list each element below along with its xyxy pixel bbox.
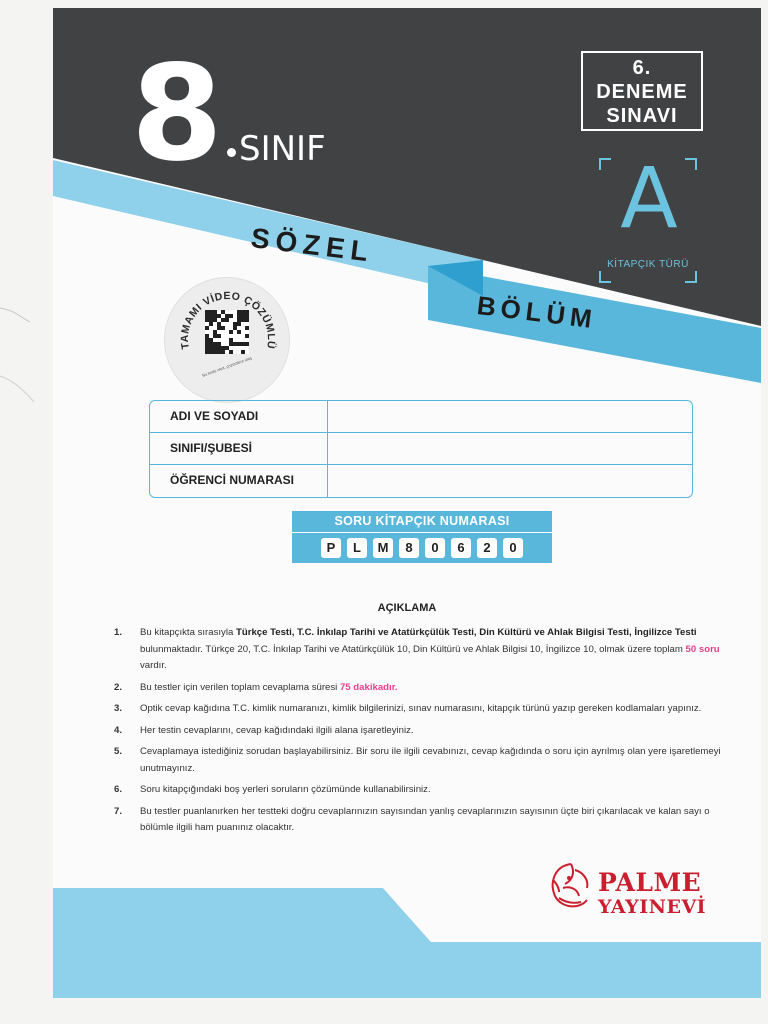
student-info-label: SINIFI/ŞUBESİ <box>150 433 328 464</box>
booklet-frame-corner <box>685 271 697 283</box>
student-info-label: ÖĞRENCİ NUMARASI <box>150 465 328 498</box>
explanation-text-part: Bu kitapçıkta sırasıyla <box>140 627 236 638</box>
video-badge-text: TAMAMI VİDEO ÇÖZÜMLÜ <box>178 290 278 351</box>
explanation-text-part: Bu testler için verilen toplam cevaplama süresi <box>140 681 340 693</box>
video-solution-badge <box>165 278 289 402</box>
explanation-text: Bu testler puanlanırken her testteki doğru cevaplarınızın sayısından yanlış cevaplarınızın sayısının üçte biri çıkarılacak ve kalan sayı o bölümle ilgili ham puanınız olacaktır. <box>140 805 710 833</box>
booklet-code-char: P <box>321 538 341 558</box>
explanation-text <box>140 680 722 697</box>
explanation-title: AÇIKLAMA <box>377 602 437 614</box>
booklet-letter: A <box>620 149 678 247</box>
explanation-item <box>114 680 722 697</box>
exam-number-box <box>581 51 703 131</box>
explanation-text <box>140 625 722 675</box>
explanation-text: Soru kitapçığındaki boş yerleri soruların çözümünde kullanabilirsiniz. <box>140 784 431 795</box>
explanation-item <box>114 804 722 837</box>
explanation-item <box>114 782 722 799</box>
booklet-code-char: 0 <box>425 538 445 558</box>
explanation-item <box>114 701 722 718</box>
name-field[interactable] <box>328 401 692 432</box>
student-info-table <box>149 400 693 498</box>
student-number-field[interactable] <box>328 465 692 498</box>
student-info-label: ADI VE SOYADI <box>150 401 328 432</box>
student-info-row <box>150 401 692 433</box>
explanation-number: 2. <box>114 681 123 693</box>
student-info-row <box>150 433 692 465</box>
palme-logo-icon <box>545 858 597 914</box>
explanation-number: 7. <box>114 805 123 817</box>
explanation-text-part: bulunmaktadır. Türkçe 20, T.C. İnkılap Tarihi ve Atatürkçülük 10, Din Kültürü ve Ahlak Bilgisi 10, İngilizce 10, olmak üzere toplam <box>140 643 686 655</box>
booklet-code-char: 2 <box>477 538 497 558</box>
section-word-sozel: SÖZEL <box>249 222 376 268</box>
exam-number: 6. <box>632 57 652 79</box>
publisher-name: PALME <box>598 868 702 897</box>
grade-word: SINIF <box>239 129 326 169</box>
explanation-item <box>114 744 722 777</box>
explanation-number: 5. <box>114 746 123 757</box>
explanation-text: Her testin cevaplarını, cevap kağıdındaki ilgili alana işaretleyiniz. <box>140 724 414 736</box>
explanation-text-part: vardır. <box>140 660 167 671</box>
question-count: 50 soru <box>685 643 720 655</box>
exam-cover-page <box>53 8 761 998</box>
page-edge-mark <box>0 290 40 410</box>
section-word-bolum: BÖLÜM <box>475 290 599 335</box>
explanation-item <box>114 723 722 740</box>
exam-line-2: SINAVI <box>606 105 678 127</box>
explanation-text: Cevaplamaya istediğiniz sorudan başlayabilirsiniz. Bir soru ile ilgili cevabınızı, cevap kağıdında o soru için ayrılmış olan yere işaretlemeyi unutmayınız. <box>140 746 721 774</box>
booklet-code-char: 8 <box>399 538 419 558</box>
explanation-number: 1. <box>114 627 123 638</box>
explanation-list <box>114 625 722 842</box>
booklet-code-title: SORU KİTAPÇIK NUMARASI <box>292 511 552 532</box>
explanation-number: 4. <box>114 724 123 736</box>
grade-dot <box>227 148 236 157</box>
class-field[interactable] <box>328 433 692 464</box>
explanation-test-list: Türkçe Testi, T.C. İnkılap Tarihi ve Atatürkçülük Testi, Din Kültürü ve Ahlak Bilgisi Testi, İngilizce Testi <box>235 627 697 638</box>
explanation-text: Optik cevap kağıdına T.C. kimlik numaranızı, kimlik bilgilerinizi, sınav numarasını, kitapçık türünü yazıp gereken kodlamaları yapınız. <box>140 703 702 714</box>
booklet-code-char: M <box>373 538 393 558</box>
booklet-code-char: L <box>347 538 367 558</box>
qr-code-icon <box>205 310 249 354</box>
explanation-item <box>114 625 722 675</box>
booklet-type-label: KİTAPÇIK TÜRÜ <box>607 259 689 270</box>
student-info-row <box>150 465 692 498</box>
explanation-number: 6. <box>114 784 123 795</box>
publisher-sub: YAYINEVİ <box>598 896 707 918</box>
explanation-number: 3. <box>114 703 123 714</box>
booklet-code <box>292 533 552 563</box>
exam-line-1: DENEME <box>596 81 688 103</box>
grade-number: 8 <box>131 37 219 191</box>
duration: 75 dakikadır. <box>339 681 398 693</box>
booklet-frame-corner <box>599 271 611 283</box>
booklet-code-char: 6 <box>451 538 471 558</box>
video-badge-note: Bu kodu okut, çözümlere ulaş <box>201 355 253 378</box>
booklet-code-char: 0 <box>503 538 523 558</box>
